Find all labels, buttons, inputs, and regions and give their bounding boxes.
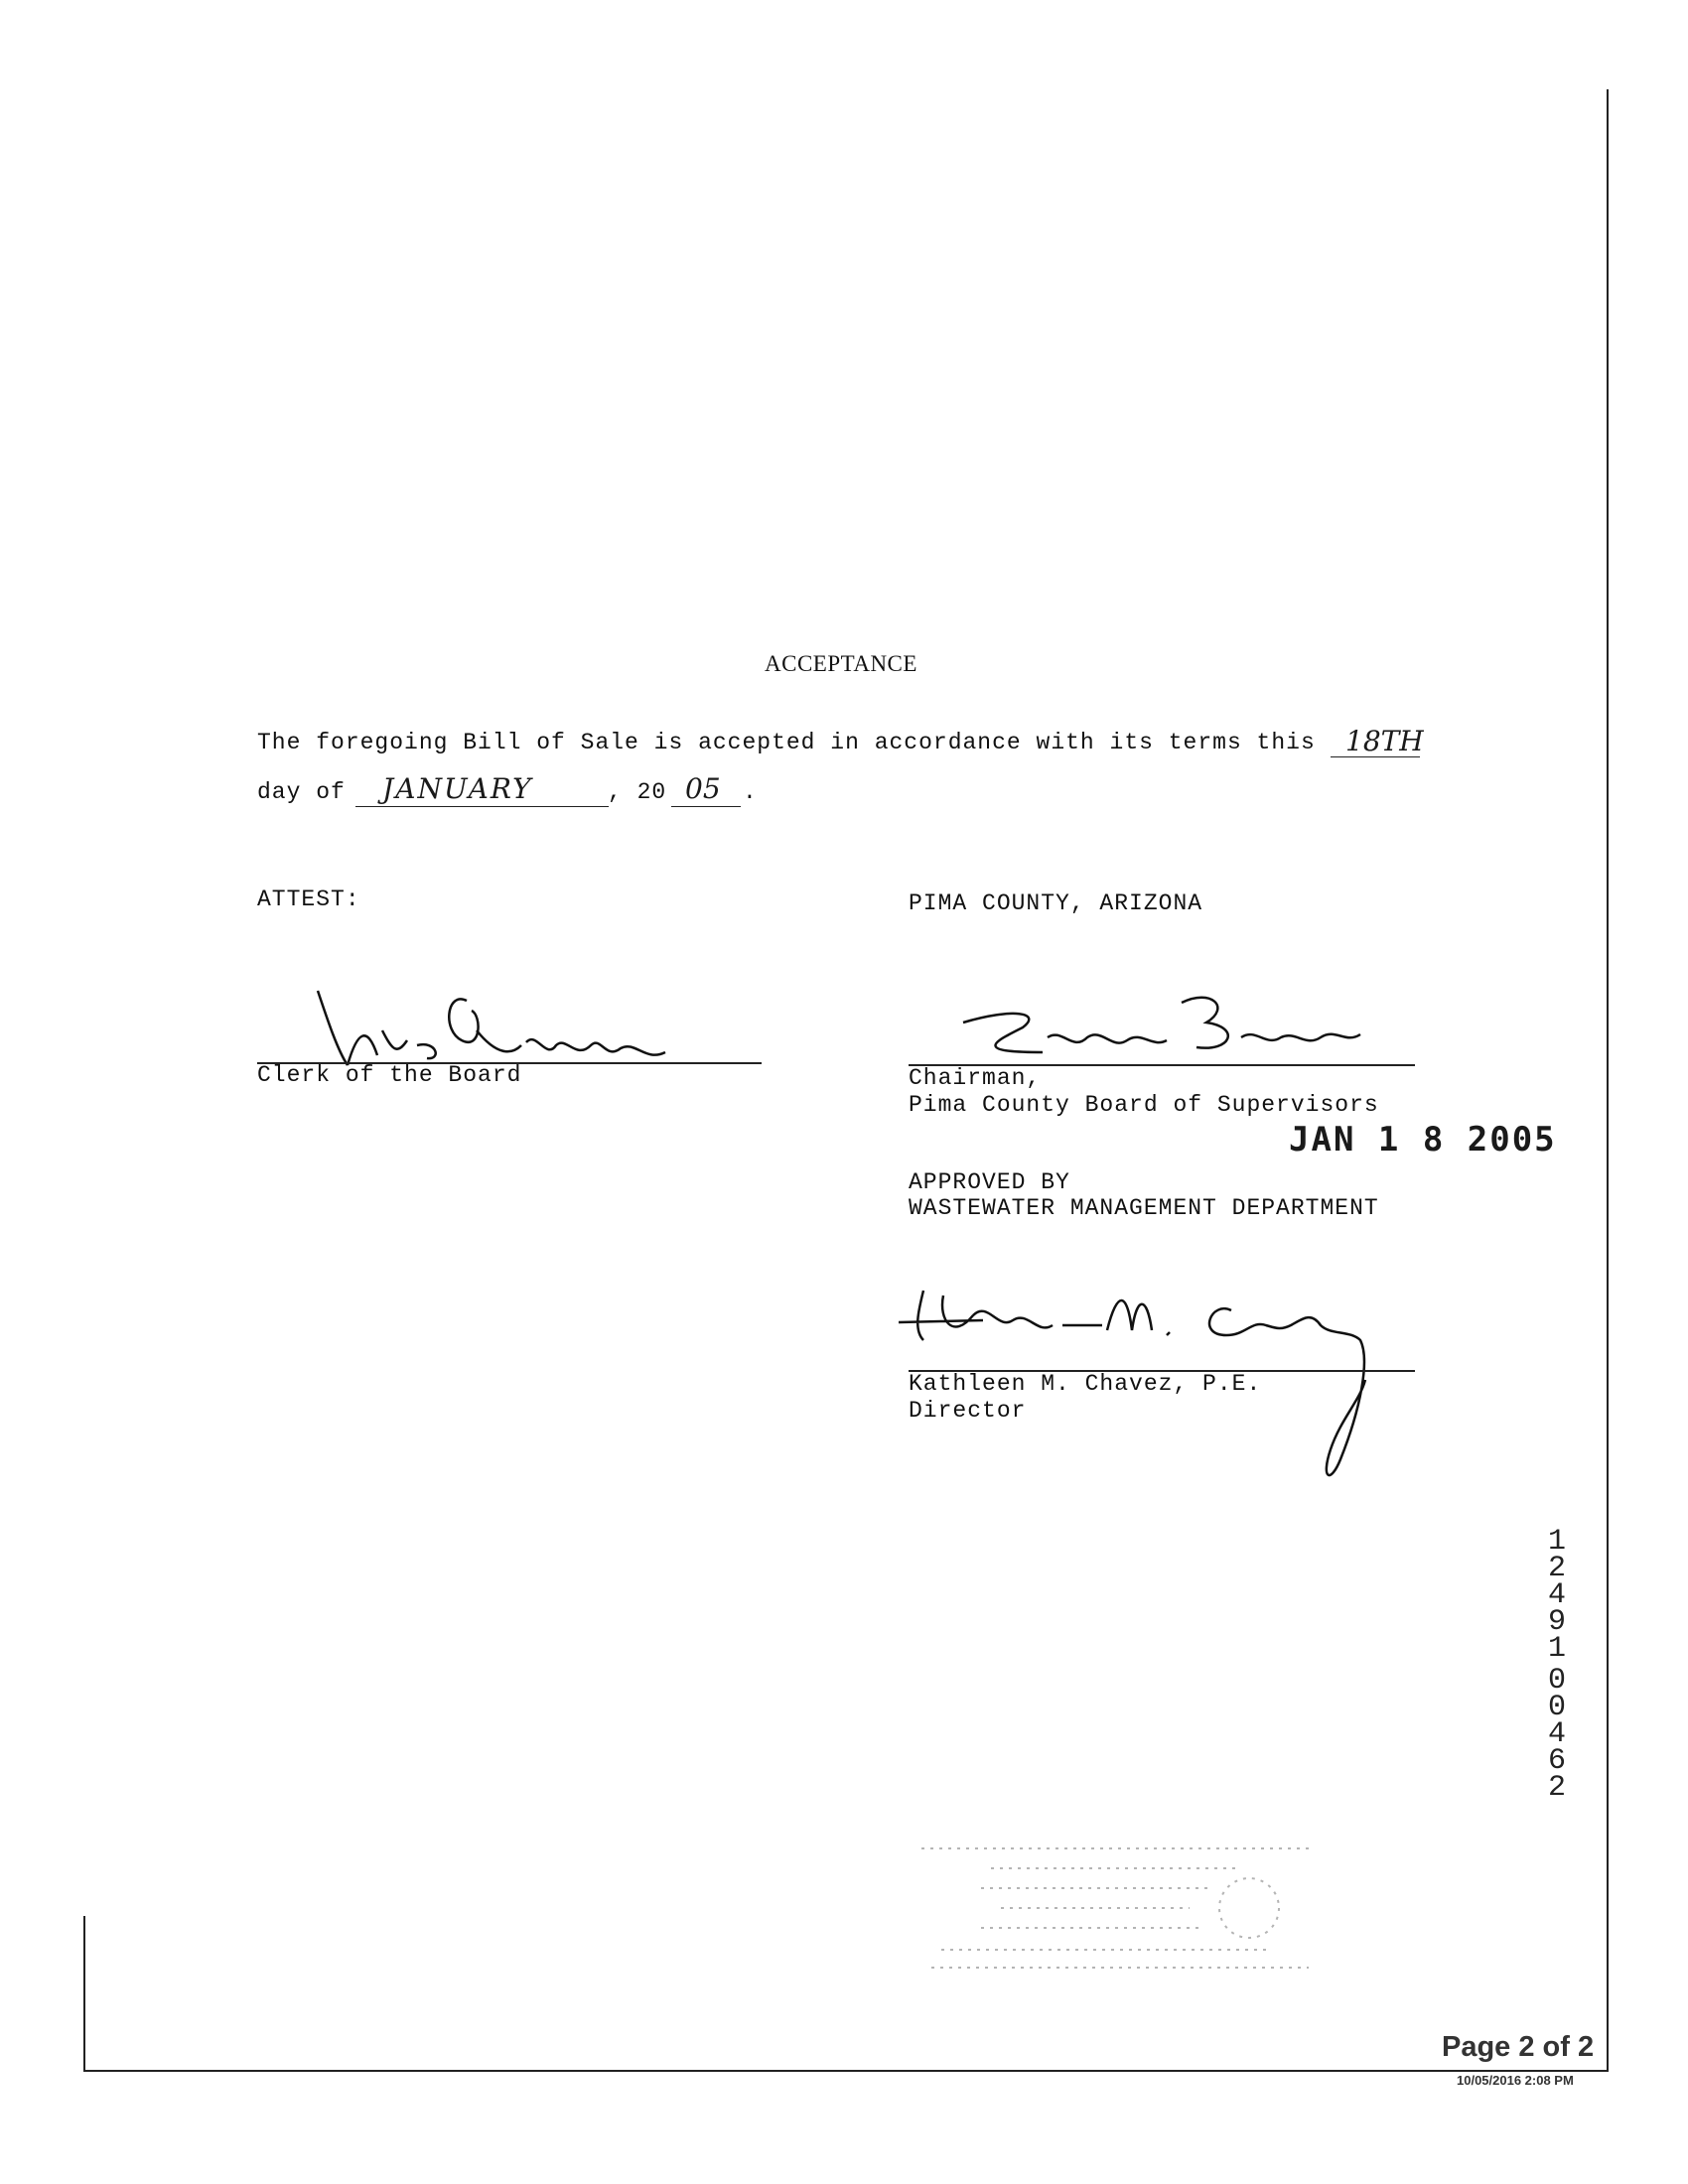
- chairman-signature-text: Sharon Bronson: [953, 970, 1087, 988]
- chairman-title-line1: Chairman,: [909, 1065, 1042, 1091]
- faded-recorder-stamp: [912, 1839, 1321, 1978]
- chairman-signature: [953, 970, 1370, 1072]
- record-number-top: 1 2 4 9 1: [1547, 1525, 1566, 1666]
- record-number-bottom: 0 0 4 6 2: [1547, 1664, 1566, 1805]
- period: .: [743, 779, 758, 805]
- clerk-signature-text: Lori Godoshian: [298, 958, 432, 976]
- handwritten-month: JANUARY: [382, 772, 533, 805]
- bottom-margin-line: [83, 2070, 1609, 2072]
- clerk-title: Clerk of the Board: [257, 1062, 522, 1088]
- date-stamp: JAN 1 8 2005: [1289, 1120, 1557, 1160]
- director-signature-text: Kathleen M. Chavez: [894, 1268, 1065, 1286]
- chairman-title-line2: Pima County Board of Supervisors: [909, 1092, 1379, 1118]
- approved-by-line1: APPROVED BY: [909, 1169, 1070, 1195]
- director-title: Director: [909, 1398, 1027, 1424]
- approved-by-line2: WASTEWATER MANAGEMENT DEPARTMENT: [909, 1195, 1379, 1221]
- page-indicator: Page 2 of 2: [1442, 2031, 1595, 2063]
- attest-label: ATTEST:: [257, 887, 360, 912]
- year-blank-line: [671, 806, 741, 807]
- acceptance-heading: ACCEPTANCE: [765, 651, 917, 676]
- handwritten-year: 05: [685, 772, 721, 805]
- right-margin-line: [1607, 89, 1609, 2070]
- year-prefix: , 20: [608, 779, 667, 805]
- handwritten-day: 18TH: [1345, 725, 1424, 757]
- print-timestamp: 10/05/2016 2:08 PM: [1457, 2073, 1574, 2088]
- acceptance-body-line1: The foregoing Bill of Sale is accepted in accordance with its terms this: [257, 730, 1316, 755]
- month-blank-line: [355, 806, 609, 807]
- day-blank-line: [1331, 756, 1420, 757]
- director-name: Kathleen M. Chavez, P.E.: [909, 1371, 1262, 1397]
- left-margin-line: [83, 1916, 85, 2071]
- clerk-signature: [298, 958, 695, 1070]
- acceptance-body-line2-prefix: day of: [257, 779, 346, 805]
- entity-name: PIMA COUNTY, ARIZONA: [909, 890, 1203, 916]
